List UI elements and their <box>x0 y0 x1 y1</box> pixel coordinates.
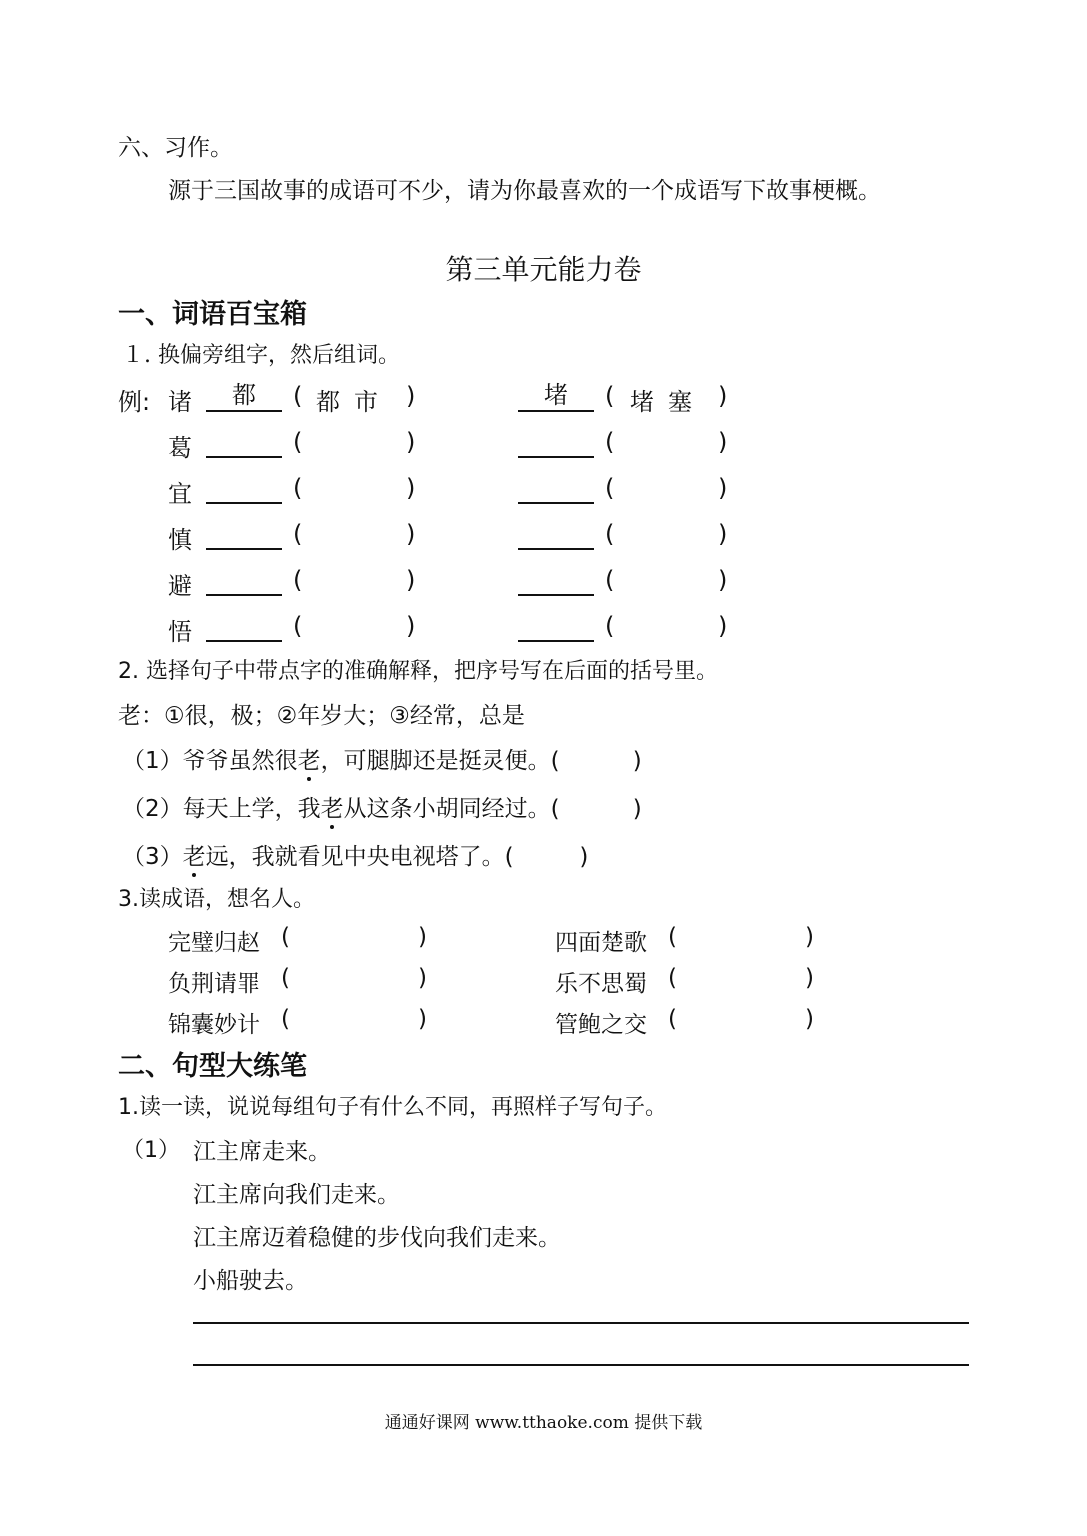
radical-char: 宜 <box>168 480 192 508</box>
close-paren: ) <box>718 382 728 410</box>
radical-char: 悟 <box>168 618 192 646</box>
right-char-blank[interactable]: 堵 <box>518 380 594 412</box>
idiom: 负荆请罪 <box>168 971 260 997</box>
open-paren: ( <box>281 1006 290 1032</box>
right-char-blank[interactable] <box>518 610 594 642</box>
close-paren: ) <box>805 965 814 991</box>
close-paren: ) <box>718 428 728 456</box>
sentence-item <box>122 790 642 823</box>
sentence-text: 从这条小胡同经过。 <box>343 796 551 822</box>
open-paren: ( <box>605 382 615 410</box>
example-sentence: 江主席走来。 <box>193 1139 331 1165</box>
close-paren: ) <box>805 924 814 950</box>
open-paren: ( <box>293 566 303 594</box>
left-char-blank[interactable]: 都 <box>206 380 282 412</box>
radical-char: 葛 <box>168 434 192 462</box>
writing-prompt: 源于三国故事的成语可不少，请为你最喜欢的一个成语写下故事梗概。 <box>168 178 881 204</box>
sentence-item <box>122 742 642 775</box>
radical-char: 诸 <box>168 388 192 416</box>
page-title: 第三单元能力卷 <box>445 253 642 286</box>
q2-meanings: 老：①很，极；②年岁大；③经常，总是 <box>118 703 525 729</box>
answer-paren[interactable]: ( ) <box>550 748 642 774</box>
footer-credit: 通通好课网 www.tthaoke.com 提供下载 <box>384 1413 703 1433</box>
answer-paren[interactable]: ( ) <box>504 844 589 870</box>
close-paren: ) <box>406 612 416 640</box>
dotted-char: 老 <box>298 742 321 775</box>
dotted-char: 老 <box>183 838 206 871</box>
idiom: 锦囊妙计 <box>168 1012 260 1038</box>
sentence-item <box>122 838 588 871</box>
item-number: （1） <box>122 748 183 774</box>
part1-heading: 一、词语百宝箱 <box>118 299 307 330</box>
close-paren: ) <box>406 520 416 548</box>
part2-heading: 二、句型大练笔 <box>118 1051 307 1082</box>
open-paren: ( <box>605 474 615 502</box>
left-char-blank[interactable] <box>206 564 282 596</box>
open-paren: ( <box>605 612 615 640</box>
q3-instruction: 3.读成语，想名人。 <box>118 887 315 912</box>
left-char-blank[interactable] <box>206 472 282 504</box>
right-char-blank[interactable] <box>518 426 594 458</box>
example-label: 例: <box>118 388 151 416</box>
close-paren: ) <box>718 612 728 640</box>
close-paren: ) <box>718 474 728 502</box>
open-paren: ( <box>668 924 677 950</box>
close-paren: ) <box>718 566 728 594</box>
right-char-blank[interactable] <box>518 564 594 596</box>
dotted-char: 老 <box>321 790 344 823</box>
idiom: 乐不思蜀 <box>555 971 647 997</box>
close-paren: ) <box>718 520 728 548</box>
right-word-answer[interactable]: 堵塞 <box>630 388 706 416</box>
item-number: （2） <box>122 796 183 822</box>
close-paren: ) <box>805 1006 814 1032</box>
radical-char: 避 <box>168 572 192 600</box>
answer-line[interactable] <box>193 1322 969 1324</box>
open-paren: ( <box>668 965 677 991</box>
idiom: 完璧归赵 <box>168 930 260 956</box>
open-paren: ( <box>281 924 290 950</box>
open-paren: ( <box>293 382 303 410</box>
q2-instruction: 2. 选择句子中带点字的准确解释，把序号写在后面的括号里。 <box>118 659 718 684</box>
left-word-answer[interactable]: 都市 <box>316 388 392 416</box>
p2-q1-instruction: 1.读一读，说说每组句子有什么不同，再照样子写句子。 <box>118 1095 667 1120</box>
example-sentence: 江主席向我们走来。 <box>193 1182 400 1208</box>
open-paren: ( <box>293 612 303 640</box>
close-paren: ) <box>418 965 427 991</box>
open-paren: ( <box>293 520 303 548</box>
section-heading: 六、习作。 <box>118 135 233 161</box>
answer-line[interactable] <box>193 1364 969 1366</box>
open-paren: ( <box>605 566 615 594</box>
sentence-text: 远，我就看见中央电视塔了。 <box>205 844 505 870</box>
close-paren: ) <box>406 428 416 456</box>
right-char-blank[interactable] <box>518 472 594 504</box>
close-paren: ) <box>406 382 416 410</box>
open-paren: ( <box>281 965 290 991</box>
open-paren: ( <box>293 428 303 456</box>
open-paren: ( <box>605 428 615 456</box>
item-number: （3） <box>122 844 183 870</box>
q1-instruction: １. 换偏旁组字，然后组词。 <box>122 343 400 368</box>
idiom: 四面楚歌 <box>555 930 647 956</box>
idiom: 管鲍之交 <box>555 1012 647 1038</box>
close-paren: ) <box>406 474 416 502</box>
open-paren: ( <box>605 520 615 548</box>
example-sentence: 江主席迈着稳健的步伐向我们走来。 <box>193 1225 561 1251</box>
radical-char: 慎 <box>168 526 192 554</box>
left-char-blank[interactable] <box>206 426 282 458</box>
close-paren: ) <box>406 566 416 594</box>
sentence-text: ，可腿脚还是挺灵便。 <box>320 748 551 774</box>
open-paren: ( <box>293 474 303 502</box>
p2-q1-number: （1） <box>122 1138 180 1163</box>
close-paren: ) <box>418 924 427 950</box>
sentence-text: 爷爷虽然很 <box>182 748 298 774</box>
example-sentence: 小船驶去。 <box>193 1268 308 1294</box>
sentence-text: 每天上学，我 <box>182 796 321 822</box>
left-char-blank[interactable] <box>206 610 282 642</box>
left-char-blank[interactable] <box>206 518 282 550</box>
open-paren: ( <box>668 1006 677 1032</box>
right-char-blank[interactable] <box>518 518 594 550</box>
close-paren: ) <box>418 1006 427 1032</box>
answer-paren[interactable]: ( ) <box>550 796 642 822</box>
